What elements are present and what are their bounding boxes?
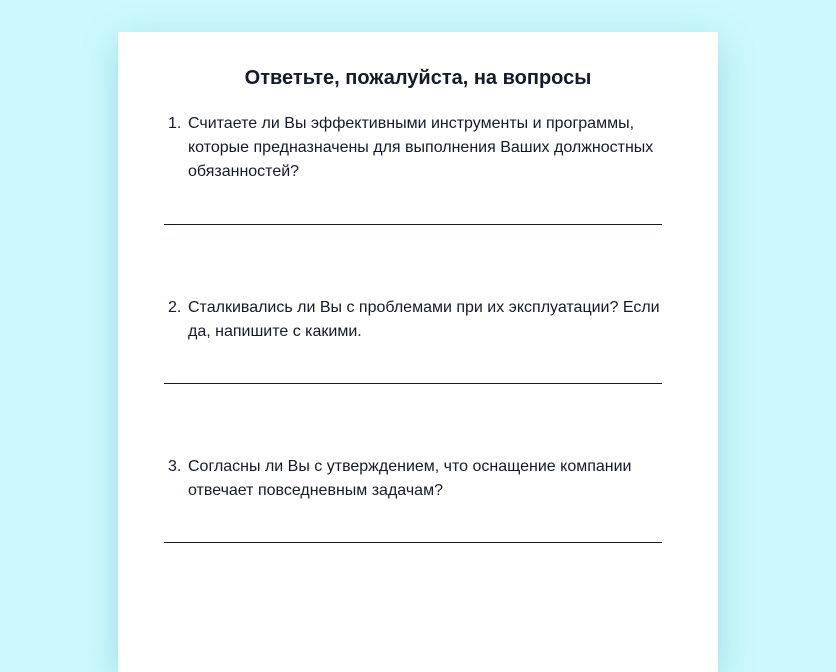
survey-sheet — [118, 32, 718, 672]
survey-title: Ответьте, пожалуйста, на вопросы — [244, 67, 592, 89]
question-item — [164, 455, 662, 503]
question-item — [164, 112, 662, 184]
question-number: 3. — [168, 458, 182, 475]
answer-line[interactable] — [164, 542, 662, 543]
answer-line[interactable] — [164, 383, 662, 384]
question-item — [164, 296, 662, 344]
answer-line[interactable] — [164, 224, 662, 225]
question-text: Сталкивались ли Вы с проблемами при их эксплуатации? Если да, напишите с какими. — [188, 299, 660, 340]
question-text: Считаете ли Вы эффективными инструменты и программы, которые предназначены для выполнения Ваших должностных обязанностей? — [188, 115, 654, 180]
question-number: 2. — [168, 299, 182, 316]
question-text: Согласны ли Вы с утверждением, что оснащение компании отвечает повседневным задачам? — [188, 458, 632, 499]
question-number: 1. — [168, 115, 182, 132]
